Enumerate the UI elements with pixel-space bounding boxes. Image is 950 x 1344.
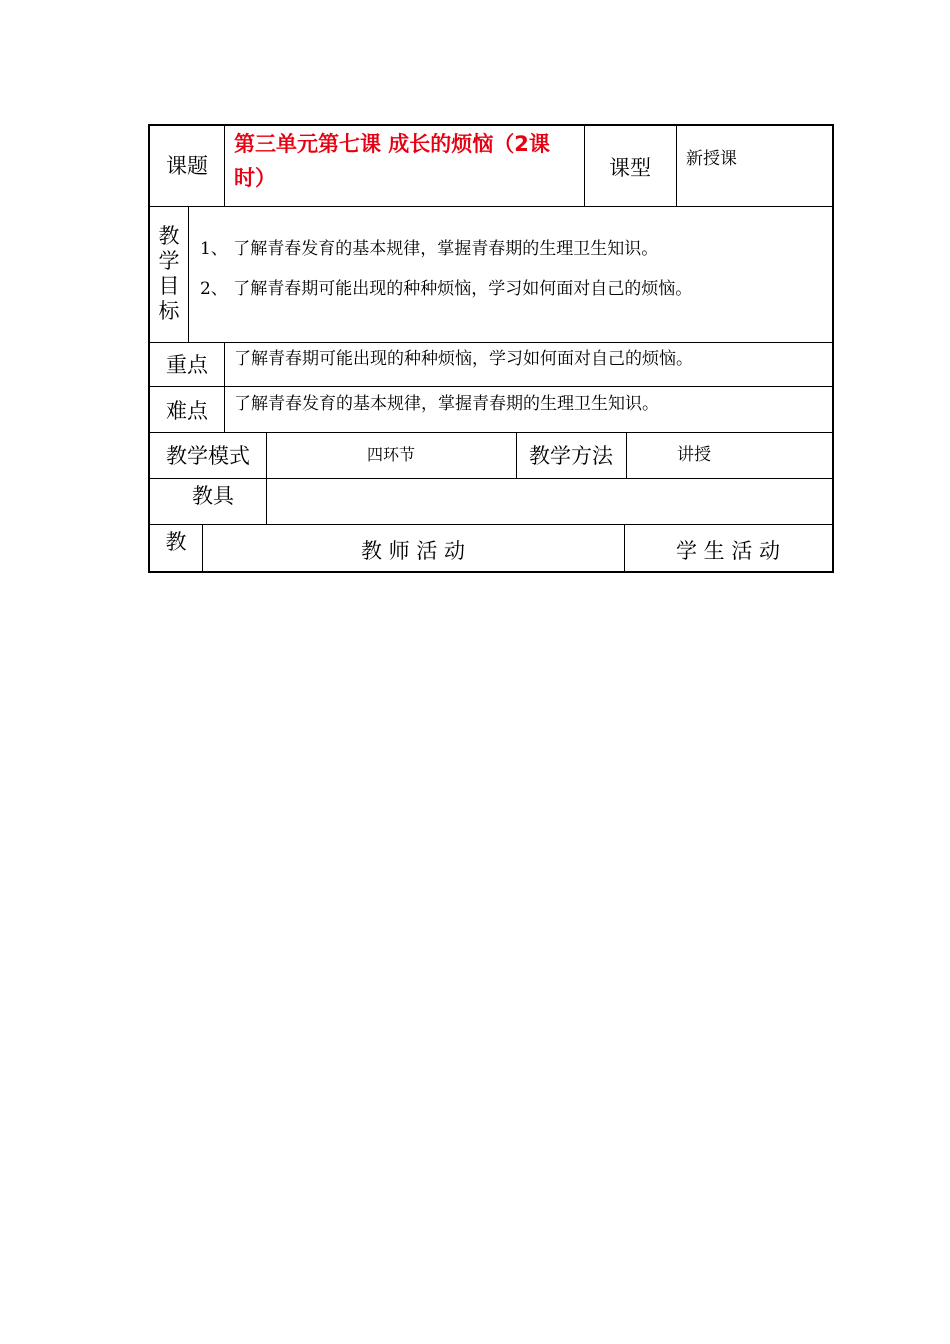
col-divider xyxy=(224,126,225,206)
difficulty-label: 难点 xyxy=(166,399,208,423)
row-divider xyxy=(150,206,832,207)
col-divider xyxy=(676,126,677,206)
objective-item: 2、 了解青春期可能出现的种种烦恼，学习如何面对自己的烦恼。 xyxy=(200,279,693,299)
row-divider xyxy=(150,386,832,387)
topic-label: 课题 xyxy=(166,154,208,178)
col-divider xyxy=(188,206,189,342)
row-divider xyxy=(150,524,832,525)
difficulty-text: 了解青春发育的基本规律，掌握青春期的生理卫生知识。 xyxy=(234,394,659,414)
topic-title xyxy=(234,128,584,195)
teaching-tools-label: 教具 xyxy=(192,484,234,508)
key-point-label: 重点 xyxy=(166,353,208,377)
activities-label: 教 xyxy=(165,530,187,554)
lesson-type-value: 新授课 xyxy=(686,149,737,169)
objectives-label-char: 标 xyxy=(158,299,180,323)
row-divider xyxy=(150,432,832,433)
row-divider xyxy=(150,478,832,479)
teaching-mode-value: 四环节 xyxy=(366,445,415,464)
teaching-method-label: 教学方法 xyxy=(529,444,613,468)
row-divider xyxy=(150,342,832,343)
key-point-text: 了解青春期可能出现的种种烦恼，学习如何面对自己的烦恼。 xyxy=(234,349,693,369)
lesson-type-label: 课型 xyxy=(609,156,651,180)
student-activity-header: 学 生 活 动 xyxy=(675,539,781,563)
objectives-label-char: 目 xyxy=(158,274,180,298)
objectives-label xyxy=(150,224,188,324)
teaching-method-value: 讲授 xyxy=(677,445,711,465)
col-divider xyxy=(224,342,225,432)
teacher-activity-header: 教 师 活 动 xyxy=(360,539,466,563)
teaching-mode-label: 教学模式 xyxy=(166,444,250,468)
objective-item: 1、 了解青春发育的基本规律，掌握青春期的生理卫生知识。 xyxy=(200,239,659,259)
objectives-label-char: 学 xyxy=(158,249,180,273)
topic-title-line1: 第三单元第七课 成长的烦恼（2课 xyxy=(234,132,550,156)
topic-title-line2: 时） xyxy=(234,165,276,190)
objectives-label-char: 教 xyxy=(158,224,180,248)
lesson-plan-table xyxy=(148,124,834,573)
